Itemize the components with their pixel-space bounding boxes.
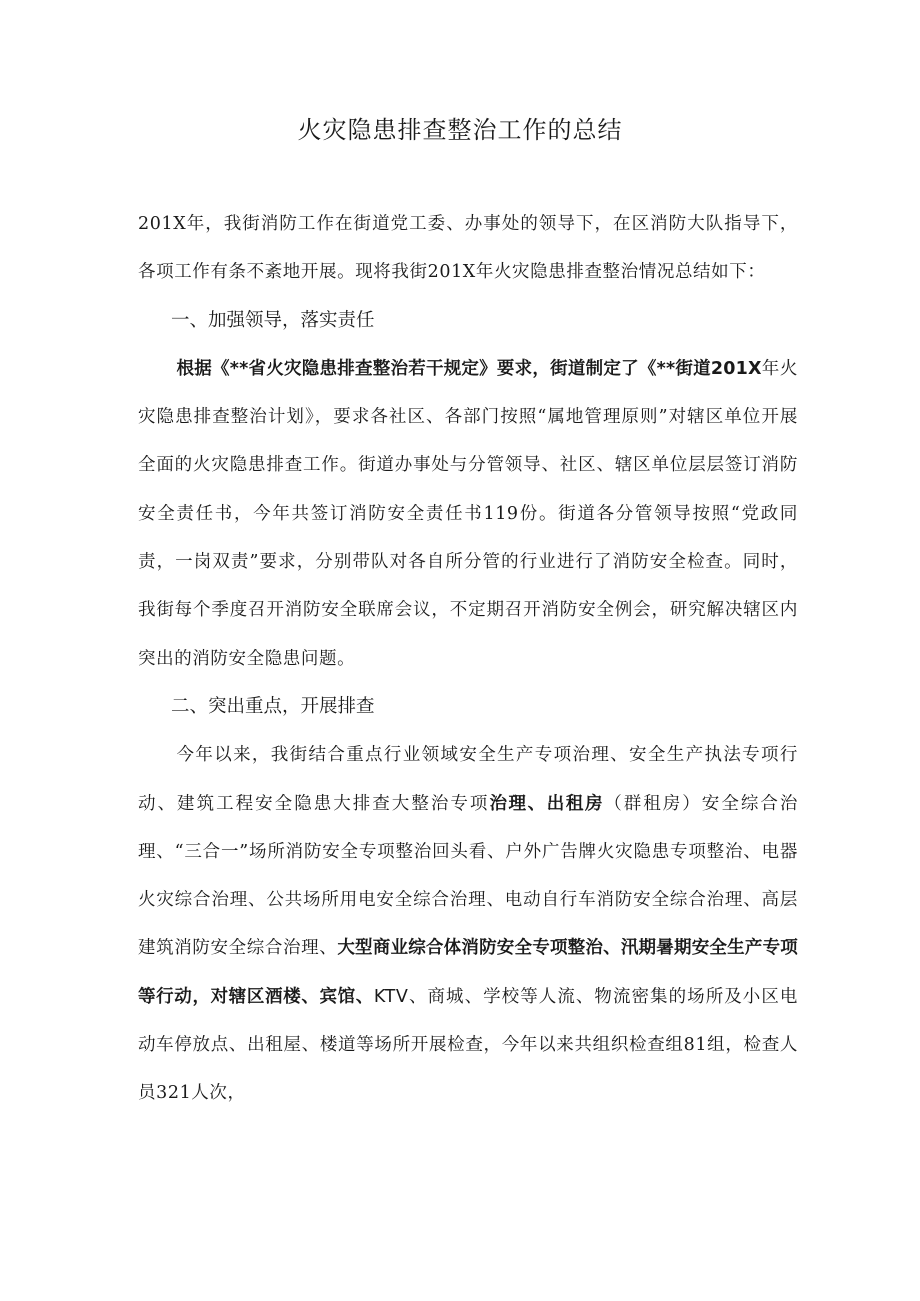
section-1-body-text: 年火灾隐患排查整治计划》，要求各社区、各部门按照“属地管理原则”对辖区单位开展全面的火灾隐患排查工作。街道办事处与分管领导、社区、辖区单位层层签订消防安全责任书，今年共签订消防安全责任书119份。街道各分管领导按照“党政同责，一岗双责”要求，分别带队对各自所分管的行业进行了消防安全检查。同时，我街每个季度召开消防安全联席会议，不定期召开消防安全例会，研究解决辖区内突出的消防安全隐患问题。 — [138, 358, 798, 669]
section-2-bold-1: 治理、出租房 — [489, 793, 605, 814]
document-title: 火灾隐患排查整治工作的总结 — [297, 116, 623, 144]
section-2-text-2: （群租房）安全综合治理、“三合一”场所消防安全专项整治回头看、户外广告牌火灾隐患专项整治、电器火灾综合治理、公共场所用电安全综合治理、电动自行车消防安全综合治理、高层建筑消防安全综合治理、 — [138, 793, 799, 959]
section-2-text-1: 今年以来，我街结合重点行业领域安全生产专项治理、安全生产执法专项行动、建筑工程安全隐患大排查大整治专项 — [138, 745, 798, 814]
section-2-text-3: 、商城、学校等人流、物流密集的场所及小区电动车停放点、出租屋、楼道等场所开展检查，今年以来共组织检查组81组，检查人员321人次， — [138, 986, 798, 1104]
document-body — [138, 200, 798, 1118]
section-2-paragraph — [138, 731, 798, 1117]
section-1-heading: 一、加强领导，落实责任 — [171, 309, 375, 331]
section-2-ktv-text: KTV — [373, 986, 409, 1007]
section-2-bold-2: 大型商业综合体消防安全专项整治、汛期暑期安全生产专项等行动，对辖区酒楼、宾馆、 — [138, 938, 798, 1007]
section-1-paragraph — [138, 345, 798, 683]
intro-paragraph: 201X年，我街消防工作在街道党工委、办事处的领导下，在区消防大队指导下，各项工作有条不紊地开展。现将我街201X年火灾隐患排查整治情况总结如下： — [138, 214, 798, 283]
section-2-heading: 二、突出重点，开展排查 — [171, 695, 375, 717]
section-1-bold-lead: 根据《**省火灾隐患排查整治若干规定》要求，街道制定了《**街道201X — [176, 358, 762, 379]
